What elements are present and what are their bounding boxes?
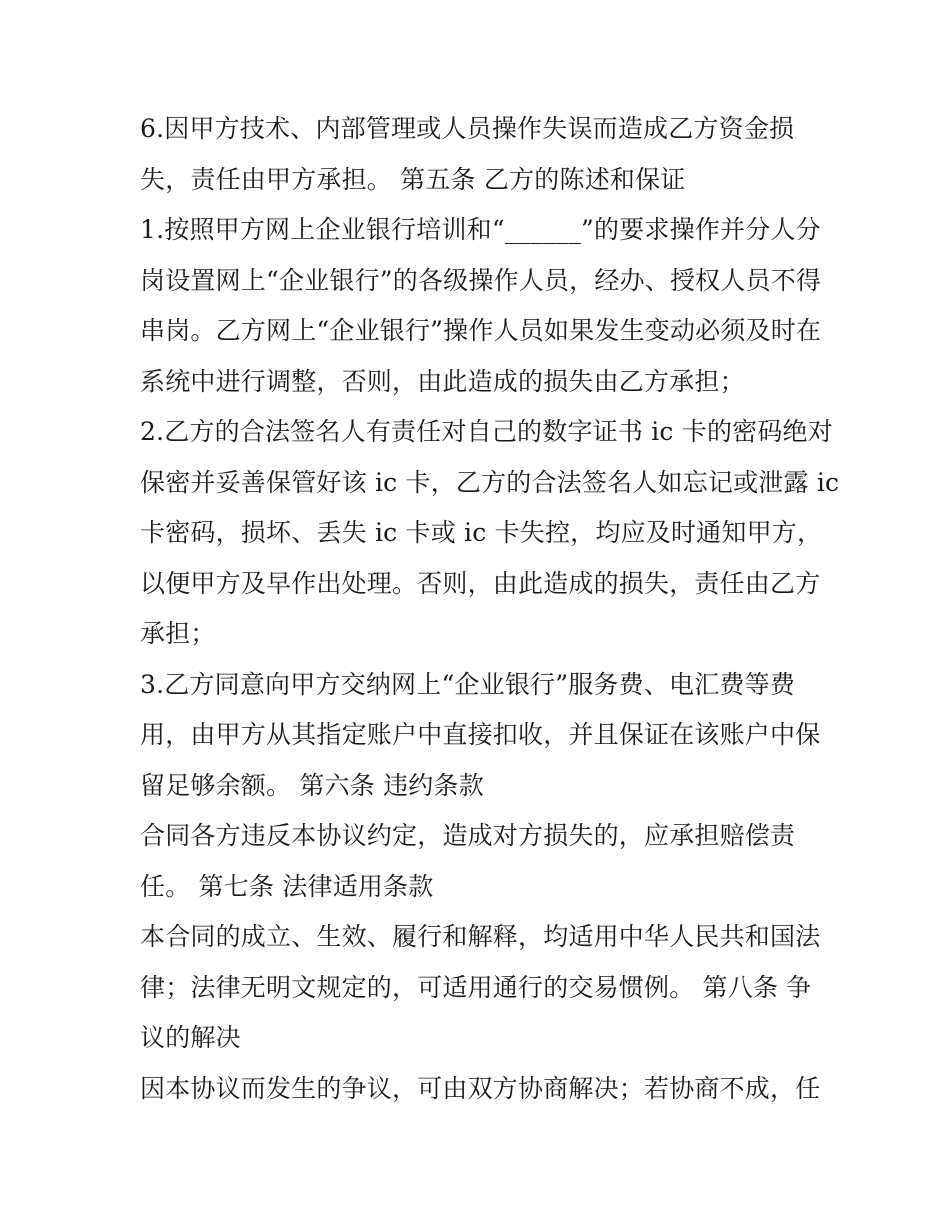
document-body: [140, 104, 840, 1114]
text-line: 2.乙方的合法签名人有责任对自己的数字证书 ic 卡的密码绝对: [140, 417, 833, 446]
text-line: 串岗。乙方网上“企业银行”操作人员如果发生变动必须及时在: [140, 316, 822, 345]
text-line: 卡密码，损坏、丢失 ic 卡或 ic 卡失控，均应及时通知甲方，: [140, 518, 823, 547]
text-line: 承担；: [140, 619, 216, 648]
text-line: 合同各方违反本协议约定，造成对方损失的，应承担赔偿责: [140, 821, 796, 850]
text-line: 用，由甲方从其指定账户中直接扣收，并且保证在该账户中保: [140, 720, 821, 749]
text-line: 失，责任由甲方承担。 第五条 乙方的陈述和保证: [140, 164, 686, 194]
text-line: 任。 第七条 法律适用条款: [140, 871, 434, 901]
text-line: 以便甲方及早作出处理。否则，由此造成的损失，责任由乙方: [140, 568, 821, 598]
text-line: 保密并妥善保管好该 ic 卡，乙方的合法签名人如忘记或泄露 ic: [140, 467, 840, 497]
text-line: 岗设置网上“企业银行”的各级操作人员，经办、授权人员不得: [140, 265, 822, 295]
text-line: 3.乙方同意向甲方交纳网上“企业银行”服务费、电汇费等费: [140, 669, 796, 699]
text-line: 律；法律无明文规定的，可适用通行的交易惯例。 第八条 争: [140, 972, 812, 1002]
text-line: 系统中进行调整，否则，由此造成的损失由乙方承担；: [140, 366, 745, 396]
text-line: 议的解决: [140, 1023, 241, 1052]
text-line: 本合同的成立、生效、履行和解释，均适用中华人民共和国法: [140, 922, 821, 951]
text-line: 6.因甲方技术、内部管理或人员操作失误而造成乙方资金损: [140, 114, 795, 143]
text-line: 留足够余额。 第六条 违约条款: [140, 770, 484, 800]
text-line: 1.按照甲方网上企业银行培训和“______”的要求操作并分人分: [140, 215, 821, 244]
text-line: 因本协议而发生的争议，可由双方协商解决；若协商不成，任: [140, 1073, 821, 1103]
